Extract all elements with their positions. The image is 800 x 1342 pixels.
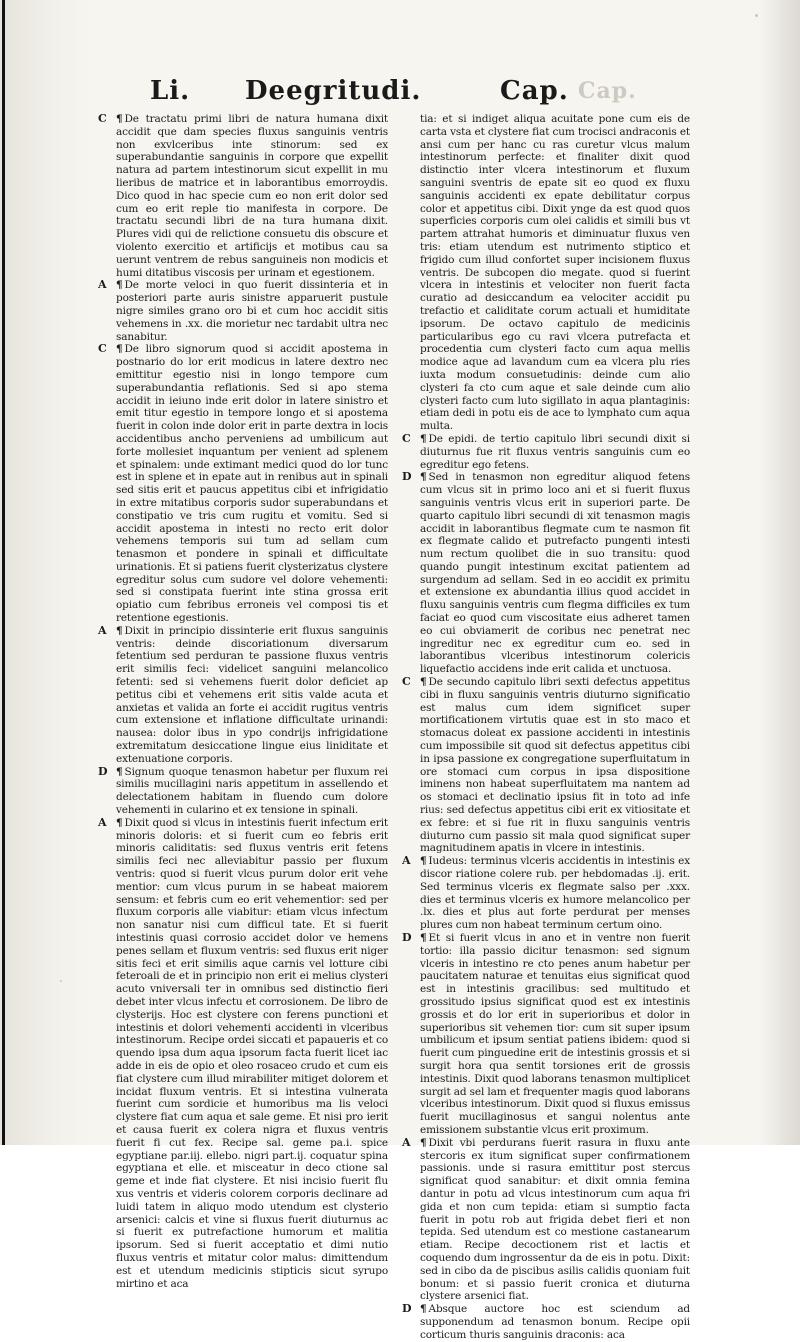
paragraph-mark-icon: ¶ [420, 676, 427, 689]
paragraph-text: De epidi. de tertio capitulo libri secundi dixit si diuturnus fue rit fluxus ventris sanguinis cum eo egreditur ego fetens. [420, 432, 690, 471]
paragraph-mark-icon: ¶ [420, 1303, 427, 1316]
paragraph-mark-icon: ¶ [420, 932, 427, 944]
paragraph-mark-icon: ¶ [116, 816, 123, 829]
paragraph-mark-icon: ¶ [116, 113, 123, 125]
section-marker: C [98, 342, 107, 356]
show-through-text: Cap. [578, 78, 637, 104]
running-title: Deegritudi. [245, 76, 422, 106]
section-marker: C [98, 112, 107, 125]
paragraph-text: Absque auctore hoc est sciendum ad supponendum ad tenasmon bonum. Recipe opii corticum thuris sanguinis draconis: aca [420, 1303, 690, 1341]
paragraph [402, 675, 690, 855]
paragraph-text: De libro signorum quod si accidit apostema in postnario do lor erit modicus in latere dextro nec emittitur egestio nisi in longo tempore cum superabundantia reflationis. Sed si apo stema accidit in ieiuno inde erit dolor in latere sinistro et emit titur egestio in tempore longo et si apostema fuerit in colon inde dolor erit in parte dextra in locis accidentibus ancho perveniens ad umbilicum aut forte mollesiet inquantum per venient ad splenem et spinalem: unde extimant medici quod do lor tunc est in splene et in epate aut in renibus aut in spinali sed sitis erit et paucus appetitus cibi et infrigidatio in extre mitatibus corporis sudor superabundans et constipatio ve tris cum rugitu et vomitu. Sed si accidit apostema in intesti no recto erit dolor vehemens temporis sui tum ad sellam cum tenasmon et pondere in spinali et difficultate urinationis. Et si patiens fuerit clysterizatus clystere egreditur solus cum sudore vel dolore vehementi: sed si constipata fuerint inte stina grossa erit opiatio cum febribus erroneis vel composi tis et retentione egestionis. [116, 343, 388, 625]
paragraph-text: Et si fuerit vlcus in ano et in ventre non fuerit tortio: illa passio dicitur tenasmon: sed signum vlceris in intestino re cto penes anum habetur per paucitatem naturae et tenuitas eius significat quod est in intestinis gracilibus: sed multitudo et grossitudo ipsius significat quod est ex intestinis grossis et do lor erit in superioribus et dolor in superioribus sit vehemen tior: cum sit super ipsum umbilicum et ipsum sentiat patiens ibidem: quod si fuerit cum pinguedine erit de intestinis grossis et si surgit hora qua sentit torsiones erit de grossis intestinis. Dixit quod laborans tenasmon multiplicet surgit ad sel lam et frequenter magis quod laborans vlceribus intestinorum. Dixit quod si fluxus emissus fuerit mucillaginosus et sangui nolentus ante emissionem substantie vlcus erit proximum. [420, 932, 690, 1136]
paragraph [420, 113, 690, 433]
paragraph [98, 764, 388, 817]
binding-edge [2, 0, 5, 1145]
page-shadow-left [0, 0, 90, 1145]
paragraph-text: De secundo capitulo libri sexti defectus appetitus cibi in fluxu sanguinis ventris diuturno significatio est malus cum idem significet super mortificationem virtutis quae est in sto maco et stomacus doleat ex passione accidenti in intestinis cum impossibile sit quod sit defectus appetitus cibi in ipsa passione ex congregatione superfluitatum in ore stomaci cum corpus in ipsa dispositione iminens non habeat superfluitatem ma nantem ad os stomaci et declinatio ipsius fit in toto ad infe rius: sed defectus appetitus cibi erit ex vitiositate et ex febre: et si fue rit in fluxu sanguinis ventris diuturno cum passio sit mala quod significat super magnitudinem apatis in vlcere in intestinis. [420, 676, 690, 855]
paper-speck [755, 14, 758, 17]
section-marker: A [98, 815, 107, 829]
paragraph-mark-icon: ¶ [116, 279, 123, 292]
paragraph-mark-icon: ¶ [420, 432, 427, 445]
paragraph-mark-icon: ¶ [420, 855, 427, 868]
paragraph-mark-icon: ¶ [420, 471, 427, 484]
paragraph [98, 815, 388, 1290]
paragraph-mark-icon: ¶ [116, 765, 123, 778]
paragraph-text: De tractatu primi libri de natura humana dixit accidit que dam species fluxus sanguinis ventris non exvlceribus inte stinorum: sed ex superabundantie sanguinis in corpore que expellit natura ad partem intestinorum sicut expellit in mu lieribus de matrice et in laborantibus emorroydis. Dico quod in hac specie cum eo non erit dolor sed cum eo erit reple tio manifesta in corpore. De tractatu secundi libri de na tura humana dixit. Plures vidi qui de relictione consuetu dis obscure et violento exercitio et artificijs et motibus cau sa uerunt ventrem de rebus sanguineis non modicis et humi ditatibus viscosis per urinam et egestionem. [116, 113, 388, 279]
paragraph-text: Signum quoque tenasmon habetur per fluxum rei similis mucillagini naris appetitum in assellendo et delectationem habitam in fluendo cum dolore vehementi in cularino et ex tensione in spinali. [116, 765, 388, 817]
section-marker: A [98, 623, 107, 637]
paragraph [402, 1302, 690, 1341]
paragraph [402, 431, 690, 471]
chapter-label: Cap. [500, 76, 569, 106]
section-marker: D [98, 764, 108, 778]
paragraph-text: De morte veloci in quo fuerit dissinteria et in posteriori parte auris sinistre apparuerit pustule nigre similes grano oro bi et cum hoc accidit sitis vehemens in .xx. die morietur nec tardabit ultra nec sanabitur. [116, 279, 388, 343]
paragraph [98, 342, 388, 625]
paragraph-mark-icon: ¶ [116, 343, 123, 356]
section-marker: A [98, 278, 107, 292]
paragraph-mark-icon: ¶ [116, 624, 123, 637]
paragraph-text: Sed in tenasmon non egreditur aliquod fetens cum vlcus sit in primo loco ani et si fuerit fluxus sanguinis ventris vlcus erit in superiori parte. De quarto capitulo libri secundi di xit tenasmon magis accidit in laborantibus flegmate cum te nasmon fit ex flegmate calido et putrefacto pungenti intesti num rectum quolibet die in suo transitu: quod quando pungit intestinum excitat patientem ad surgendum ad sellam. Sed in eo accidit ex primitu et extensione ex abundantia illius quod accidet in fluxu sanguinis ventris cum flegma difficiles ex tum faciat eo quod cum viscositate eius adheret tamen eo cui obviamerit de coribus nec penetrat nec ingreditur nec ex egreditur cum eo. sed in laborantibus vlceribus intestinorum colericis liquefactio accidens inde erit calida et unctuosa. [420, 471, 690, 676]
section-marker: A [402, 1135, 411, 1149]
section-marker: C [402, 675, 411, 689]
paragraph-text: Dixit in principio dissinterie erit fluxus sanguinis ventris: deinde discoriationum diversarum fetentium sed perduran te passione fluxus ventris erit similis feci: videlicet sanguini melancolico fetenti: sed si vehemens fuerit dolor deficiet ap petitus cibi et vehemens erit sitis valde acuta et anxietas et valida an forte ei accidit rugitus ventris cum extensione et inflatione difficultate urinandi: nausea: dolor ibus in ypo condrijs infrigidatione extremitatum desiccatione lingue eius liniditate et extenuatione corporis. [116, 624, 388, 765]
left-text-column [98, 112, 388, 1290]
folio-label: Li. [150, 76, 191, 106]
paragraph-text: Dixit vbi perdurans fuerit rasura in fluxu ante stercoris ex itum significat super confirmationem passionis. unde si rasura emittitur post stercus significat quod sanabitur: et dixit omnia femina dantur in potu ad vlcus intestinorum cum aqua fri gida et non cum tepida: etiam si sumptio facta fuerit in potu rob aut frigida debet fieri et non tepida. Sed utendum est co mestione castanearum etiam. Recipe decoctionem rist et lactis et coquendo dum ingrossentur da de eis in potu. Dixit: sed in cibo da de piscibus asilis calidis quoniam fuit bonum: et si passio fuerit cronica et diuturna clystere arsenici fiat. [420, 1136, 690, 1303]
paragraph [98, 623, 388, 766]
section-marker: D [402, 1302, 412, 1316]
right-text-column [402, 113, 690, 1342]
section-marker: C [402, 431, 411, 445]
running-header [0, 72, 800, 112]
paragraph [402, 1135, 690, 1303]
paper-speck [60, 980, 62, 982]
paragraph-text: Iudeus: terminus vlceris accidentis in intestinis ex discor riatione colere rub. per hebdomadas .ij. erit. Sed terminus vlceris ex flegmate salso per .xxx. dies et terminus vlceris ex humore melancolico per .lx. dies et plus aut forte perdurat per menses plures cum non habeat terminum certum oino. [420, 855, 690, 932]
page-shadow-right [760, 0, 800, 1145]
section-marker: D [402, 931, 412, 944]
paragraph-text: Dixit quod si vlcus in intestinis fuerit infectum erit minoris doloris: et si fuerit cum eo febris erit minoris caliditatis: sed fluxus ventris erit fetens similis feci nec alleviabitur passio per fluxum ventris: quod si fuerit vlcus purum dolor erit vehe mentior: cum vlcus purum in se habeat maiorem sensum: et febris cum eo erit vehementior: sed per fluxum corporis alle viabitur: etiam vlcus infectum non sanatur nisi cum difficul tate. Et si fuerit intestinis quasi corrosio accidet dolor ve hemens penes sellam et fluxum ventris: sed fluxus erit niger sitis feci et erit similis aque carnis vel lotture cibi feteroali de et in principio non erit ei melius clysteri acuto vniversali ter in omnibus sed distinctio fieri debet inter vlcus infectu et corrosionem. De libro de clysterijs. Hoc est clystere con ferens punctioni et intestinis et dolori vehementi accidenti in vlceribus intestinorum. Recipe ordei siccati et papaueris et co quendo ipsa dum aqua ipsorum facta fuerit licet iac adde in eis de opio et oleo rosaceo crudo et cum eis fiat clystere cum illud mirabiliter mitiget dolorem et incidat fluxum ventris. Et si intestina vulnerata fuerint cum sordicie et humoribus ma lis veloci clystere fiat cum aqua et sale geme. Et nisi pro ierit et causa fuerit ex colera nigra et fluxus ventris fuerit fi cut fex. Recipe sal. geme pa.i. spice egyptiane par.iij. ellebo. nigri part.ij. coquatur spina egyptiana et elle. et misceatur in deco ctione sal geme et inde fiat clystere. Et nisi incisio fuerit flu xus ventris et videris colorem corporis declinare ad luidi tatem in aliquo modo utendum est clysterio arsenici: calcis et vine si fluxus fuerit diuturnus ac si fuerit ex putrefactione humorum et malitia ipsorum. Sed si fuerit acceptatio et dimi nutio fluxus ventris et mitatur color malus: dimittendum est et utendum medicinis stipticis sicut syrupo mirtino et aca [116, 816, 388, 1290]
paragraph [402, 931, 690, 1137]
paragraph [402, 854, 690, 932]
paragraph [98, 278, 388, 343]
paragraph-mark-icon: ¶ [420, 1136, 427, 1149]
section-marker: A [402, 854, 411, 868]
paragraph [98, 112, 388, 279]
section-marker: D [402, 470, 412, 484]
paragraph [402, 470, 690, 676]
paragraph-text: tia: et si indiget aliqua acuitate pone cum eis de carta vsta et clystere fiat cum trocisci andraconis et ansi cum per hanc cu ras curetur vlcus malum intestinorum perfecte: et finaliter dixit quod distinctio inter vlcera intestinorum et fluxum sanguini sventris de epate sit eo quod ex fluxu sanguinis accidenti ex epate debilitatur corpus color et appetitus cibi. Dixit ynge da est quod quos superficies corporis cum olei calidis et simili bus vt partem attrahat humoris et diminuatur fluxus ven tris: etiam utendum est nutrimento stiptico et frigido cum illud confortet super incisionem fluxus ventris. De subcopen dio megate. quod si fuerint vlcera in intestinis et velociter non fuerit facta curatio ad desiccandum ea velociter accidit pu trefactio et caliditate corum actuali et humiditate ipsorum. De octavo capitulo de medicinis particularibus ego cu ravi vlcera putrefacta et procedentia cum clysteri facto cum aqua mellis modice aque ad lavandum cum ea vlcera plu ries iuxta modum consuetudinis: deinde cum alio clysteri fa cto cum aque et sale deinde cum alio clysteri facto cum luto sigillato in aqua plantaginis: etiam dedi in potu eis de ace to lymphato cum aqua multa. [420, 113, 690, 433]
